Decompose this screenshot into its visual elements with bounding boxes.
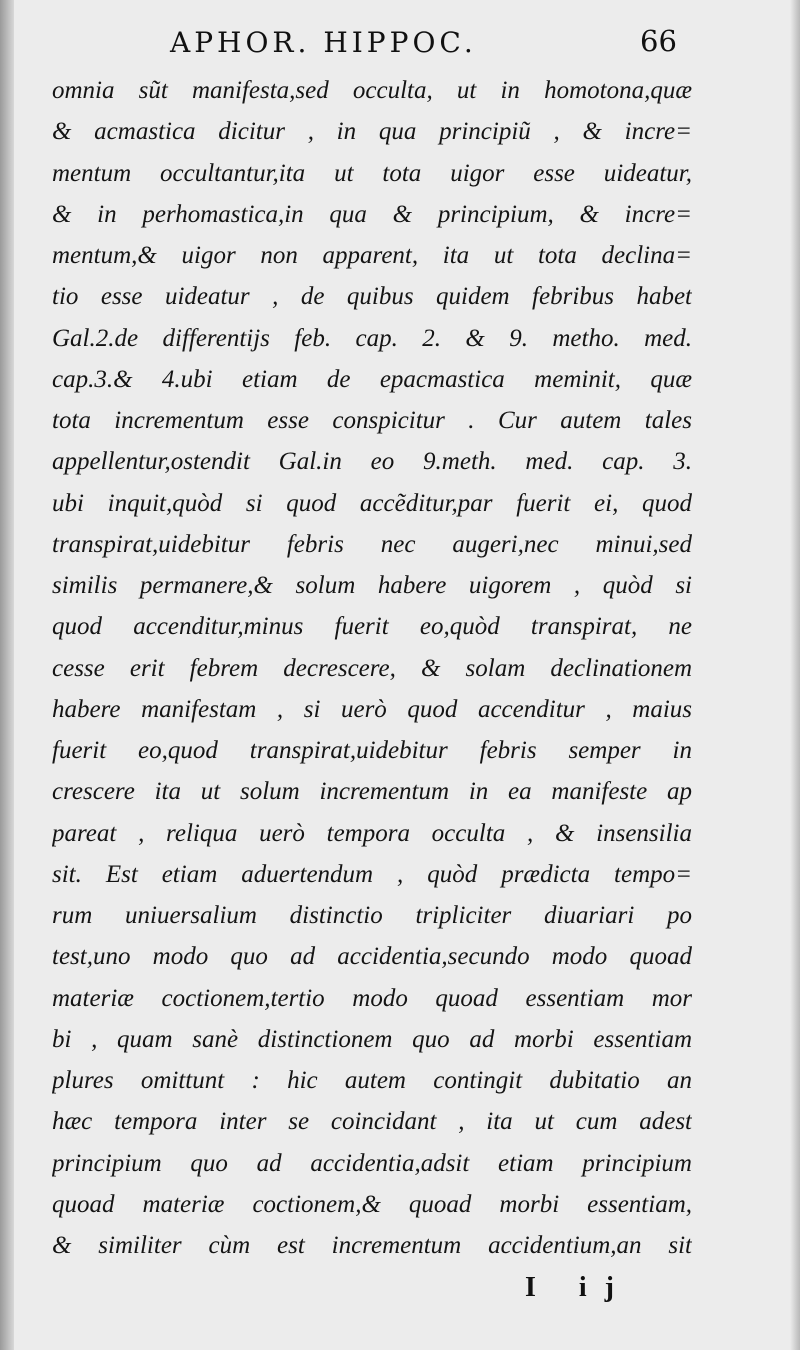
running-title: APHOR. HIPPOC. bbox=[170, 26, 477, 59]
text-line: materiæ coctionem,tertio modo quoad essentiam mor bbox=[52, 984, 692, 1012]
text-line: crescere ita ut solum incrementum in ea manifeste ap bbox=[52, 778, 692, 806]
text-line: principium quo ad accidentia,adsit etiam principium bbox=[52, 1149, 692, 1177]
text-line: similis permanere,& solum habere uigorem , quòd si bbox=[52, 572, 692, 599]
text-line: & similiter cùm est incrementum accidentium,an sit bbox=[52, 1232, 692, 1259]
text-line: ubi inquit,quòd si quod accẽditur,par fuerit ei, quod bbox=[52, 489, 692, 517]
text-line: bi , quam sanè distinctionem quo ad morbi essentiam bbox=[52, 1025, 692, 1053]
text-line: fuerit eo,quod transpirat,uidebitur febris semper in bbox=[52, 737, 692, 764]
text-line: tio esse uideatur , de quibus quidem febribus habet bbox=[52, 283, 692, 311]
text-line: habere manifestam , si uerò quod accenditur , maius bbox=[52, 695, 692, 723]
page-number: 66 bbox=[640, 24, 677, 58]
text-line: test,uno modo quo ad accidentia,secundo modo quoad bbox=[52, 943, 692, 971]
text-line: appellentur,ostendit Gal.in eo 9.meth. med. cap. 3. bbox=[52, 448, 692, 476]
text-line: mentum occultantur,ita ut tota uigor esse uideatur, bbox=[52, 159, 692, 187]
text-line: rum uniuersalium distinctio tripliciter diuariari po bbox=[52, 902, 692, 929]
text-line: & in perhomastica,in qua & principium, & incre= bbox=[52, 200, 692, 228]
text-line: transpirat,uidebitur febris nec augeri,nec minui,sed bbox=[52, 530, 692, 558]
text-line: mentum,& uigor non apparent, ita ut tota declina= bbox=[52, 242, 692, 269]
text-line: quoad materiæ coctionem,& quoad morbi essentiam, bbox=[52, 1190, 692, 1218]
text-line: cesse erit febrem decrescere, & solam declinationem bbox=[52, 654, 692, 682]
text-line: cap.3.& 4.ubi etiam de epacmastica meminit, quæ bbox=[52, 365, 692, 393]
page-left-edge-shadow bbox=[0, 0, 14, 1350]
page-header bbox=[0, 22, 800, 72]
page-right-edge-shadow bbox=[790, 0, 800, 1350]
text-line: omnia sũt manifesta,sed occulta, ut in homotona,quæ bbox=[52, 77, 692, 104]
signature-mark: I ij bbox=[525, 1272, 632, 1303]
text-line: quod accenditur,minus fuerit eo,quòd transpirat, ne bbox=[52, 613, 692, 641]
text-line: Gal.2.de differentijs feb. cap. 2. & 9. metho. med. bbox=[52, 324, 692, 352]
body-text bbox=[52, 70, 692, 1266]
text-line: plures omittunt : hic autem contingit dubitatio an bbox=[52, 1067, 692, 1094]
text-line: hæc tempora inter se coincidant , ita ut cum adest bbox=[52, 1108, 692, 1136]
text-line: tota incrementum esse conspicitur . Cur autem tales bbox=[52, 407, 692, 434]
text-line: & acmastica dicitur , in qua principiũ , & incre= bbox=[52, 118, 692, 146]
text-line: sit. Est etiam aduertendum , quòd prædicta tempo= bbox=[52, 860, 692, 888]
text-line: pareat , reliqua uerò tempora occulta , & insensilia bbox=[52, 819, 692, 847]
